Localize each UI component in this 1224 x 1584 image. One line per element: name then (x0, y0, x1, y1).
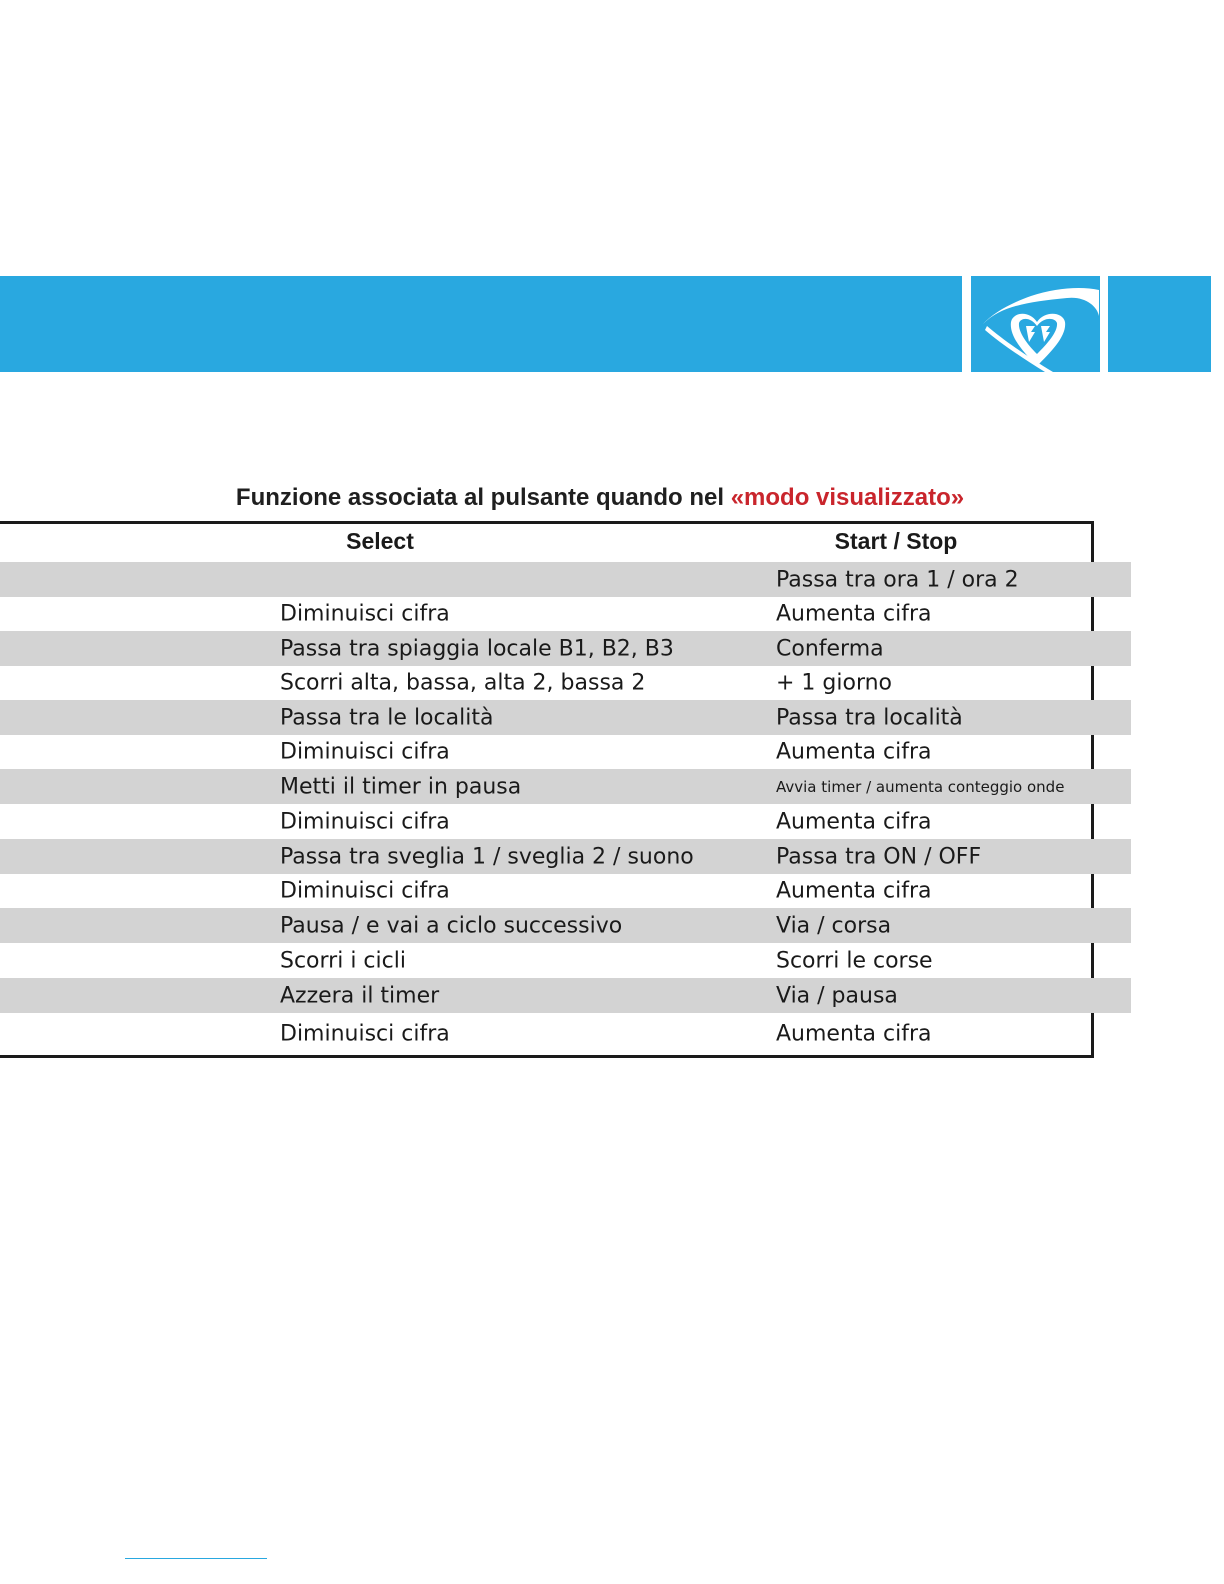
heading-prefix: Funzione associata al pulsante quando nel (235, 484, 731, 511)
select-cell: Passa tra le località (280, 705, 494, 730)
select-cell: Diminuisci cifra (280, 601, 450, 627)
table-row (0, 839, 1131, 874)
start-stop-cell: Scorri le corse (776, 948, 933, 973)
start-stop-cell: Passa tra ON / OFF (776, 844, 982, 869)
start-stop-cell: Passa tra ora 1 / ora 2 (776, 567, 1019, 592)
start-stop-cell: Aumenta cifra (776, 878, 932, 904)
table-heading (0, 484, 1200, 512)
table-row (0, 978, 1131, 1013)
footer-rule (125, 1558, 267, 1559)
select-cell: Passa tra spiaggia locale B1, B2, B3 (280, 636, 674, 661)
table-row (0, 769, 1131, 804)
start-stop-cell: Aumenta cifra (776, 809, 932, 834)
start-stop-cell: + 1 giorno (776, 670, 893, 696)
start-stop-cell: Conferma (776, 636, 884, 661)
column-header-select: Select (346, 528, 414, 554)
table-row (0, 666, 1131, 700)
start-stop-cell: Aumenta cifra (776, 601, 932, 627)
start-stop-cell: Avvia timer / aumenta conteggio onde (776, 777, 1065, 796)
start-stop-cell: Aumenta cifra (776, 739, 932, 765)
select-cell: Metti il timer in pausa (280, 774, 522, 799)
column-header-start-stop: Start / Stop (834, 528, 958, 554)
table-row (0, 874, 1131, 908)
select-cell: Diminuisci cifra (280, 1021, 450, 1047)
table-row (0, 943, 1131, 978)
select-cell: Diminuisci cifra (280, 878, 450, 904)
select-cell: Diminuisci cifra (280, 739, 450, 765)
table-row (0, 804, 1131, 839)
start-stop-cell: Aumenta cifra (776, 1021, 932, 1047)
table-row (0, 1013, 1131, 1055)
table-row (0, 735, 1131, 769)
table-row (0, 597, 1131, 631)
select-cell: Diminuisci cifra (280, 809, 450, 834)
table-row (0, 700, 1131, 735)
select-cell: Pausa / e vai a ciclo successivo (280, 913, 623, 938)
select-cell: Scorri alta, bassa, alta 2, bassa 2 (280, 670, 646, 696)
table-row (0, 562, 1131, 597)
start-stop-cell: Passa tra località (776, 705, 963, 730)
select-cell: Azzera il timer (280, 983, 440, 1008)
start-stop-cell: Via / corsa (776, 913, 892, 938)
table-row (0, 631, 1131, 666)
select-cell: Passa tra sveglia 1 / sveglia 2 / suono (280, 844, 694, 869)
select-cell: Scorri i cicli (280, 948, 406, 973)
heading-highlight: «modo visualizzato» (730, 484, 965, 511)
heart-logo-icon (971, 276, 1100, 372)
start-stop-cell: Via / pausa (776, 983, 898, 1008)
header-banner-right (1108, 276, 1211, 372)
table-row (0, 908, 1131, 943)
header-banner-left (0, 276, 962, 372)
logo-box (971, 276, 1100, 372)
